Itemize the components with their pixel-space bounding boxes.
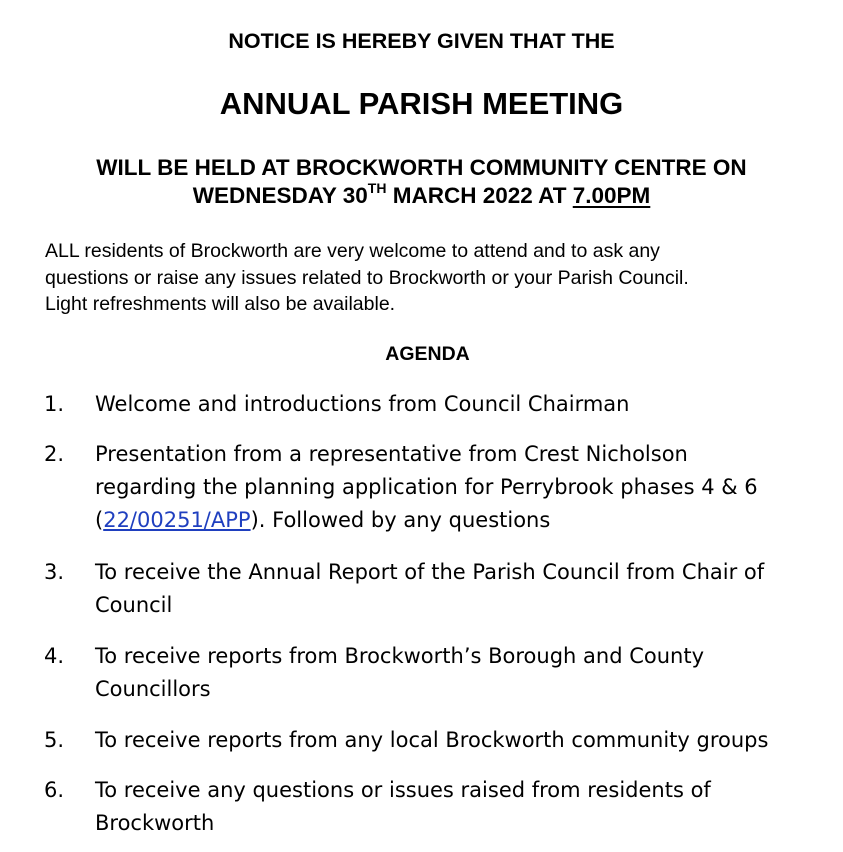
meeting-title: ANNUAL PARISH MEETING [219, 86, 624, 121]
agenda-item-text [95, 640, 825, 706]
intro-line-2: questions or raise any issues related to Brockworth or your Parish Council. [45, 266, 689, 289]
agenda-item-line: Welcome and introductions from Council Chairman [95, 392, 630, 416]
intro-line-3: Light refreshments will also be available. [45, 293, 396, 315]
planning-application-link[interactable]: 22/00251/APP [103, 508, 251, 532]
agenda-item-line: Council [95, 593, 173, 617]
agenda-item-line [95, 504, 825, 537]
agenda-item-text [95, 774, 825, 840]
venue-date-rest: MARCH 2022 AT [386, 183, 573, 208]
agenda-item-line: Brockworth [95, 811, 215, 835]
venue-date-suffix: TH [367, 179, 387, 196]
venue-line-1: WILL BE HELD AT BROCKWORTH COMMUNITY CENTRE ON [96, 155, 747, 180]
agenda-item-number: 2. [44, 442, 65, 466]
agenda-item-text [95, 438, 825, 537]
intro-paragraph [45, 238, 825, 318]
agenda-item-text [95, 556, 825, 622]
agenda-item-line: To receive any questions or issues raised from residents of [95, 778, 711, 802]
venue-date-day: WEDNESDAY 30 [192, 183, 368, 208]
intro-line-1: ALL residents of Brockworth are very welcome to attend and to ask any [45, 240, 660, 262]
agenda-item-text [95, 724, 825, 757]
notice-intro-heading: NOTICE IS HEREBY GIVEN THAT THE [228, 29, 615, 53]
agenda-title: AGENDA [385, 343, 470, 365]
agenda-item-text [95, 388, 825, 421]
meeting-venue-heading [0, 154, 843, 210]
paren-open: ( [95, 508, 104, 532]
agenda-item-number: 5. [44, 728, 65, 752]
agenda-item-line: To receive reports from Brockworth’s Borough and County [95, 644, 704, 668]
agenda-item-line: Presentation from a representative from Crest Nicholson [95, 442, 688, 466]
agenda-item-number: 1. [44, 392, 65, 416]
agenda-item-number: 3. [44, 560, 65, 584]
venue-time: 7.00PM [572, 183, 651, 208]
agenda-item-number: 6. [44, 778, 65, 802]
agenda-item-line-tail: ). Followed by any questions [250, 508, 551, 532]
venue-line-2 [0, 179, 843, 210]
agenda-item-line: regarding the planning application for Perrybrook phases 4 & 6 [95, 475, 758, 499]
agenda-item-line: To receive reports from any local Brockworth community groups [95, 728, 769, 752]
agenda-item-line: Councillors [95, 677, 211, 701]
agenda-item-line: To receive the Annual Report of the Parish Council from Chair of [95, 560, 765, 584]
agenda-item-number: 4. [44, 644, 65, 668]
